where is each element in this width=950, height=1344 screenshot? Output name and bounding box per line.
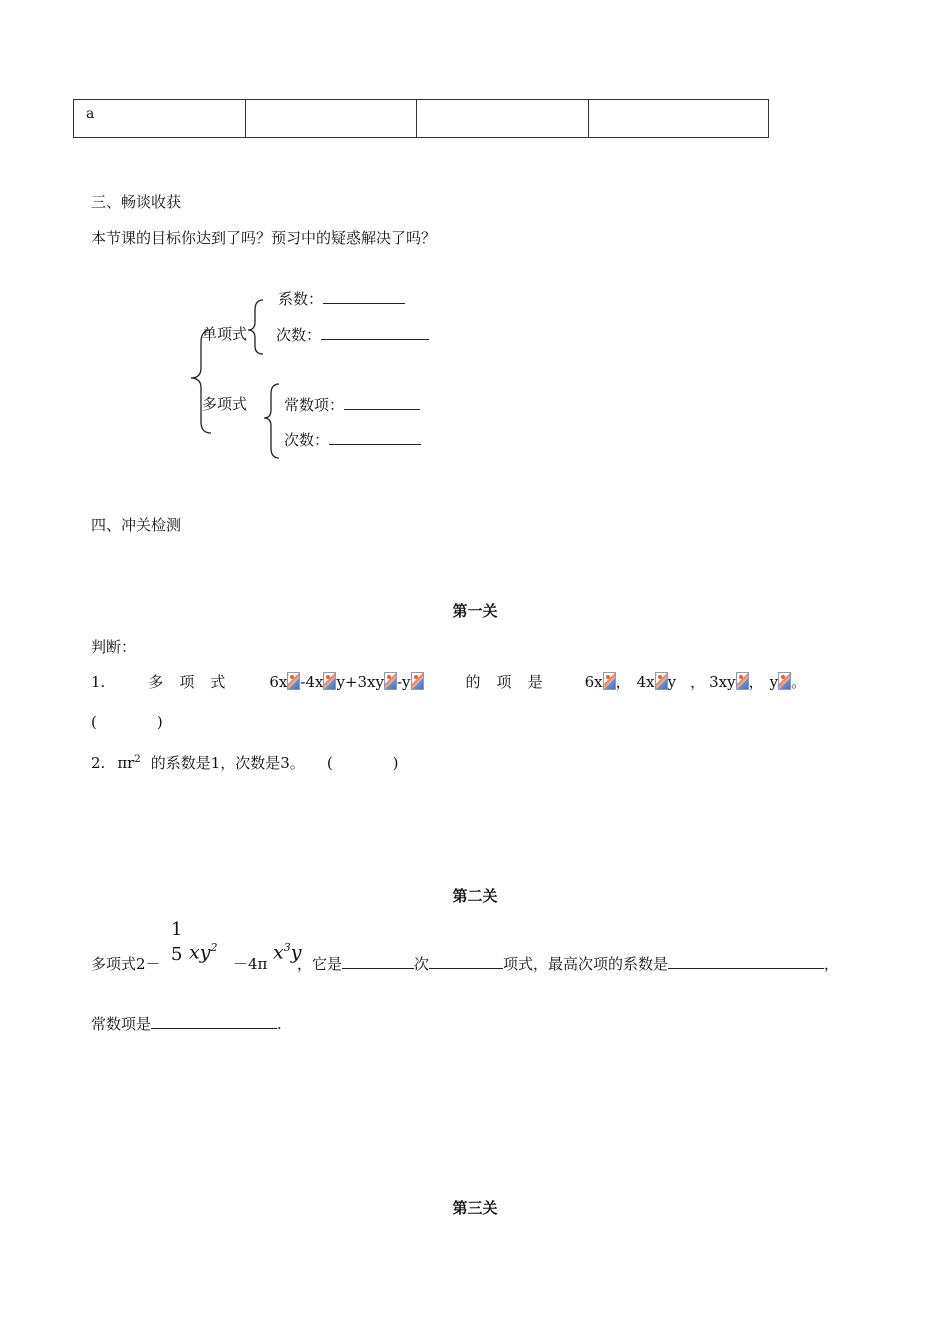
term-xy2 bbox=[189, 941, 217, 963]
const-label: 常数项： bbox=[284, 396, 345, 414]
word: 多 bbox=[148, 673, 164, 691]
math-exponent: 2 bbox=[134, 754, 141, 765]
question-prefix: 多项式2－ bbox=[91, 955, 161, 973]
text-segment: 项式，最高次项的系数是 bbox=[503, 955, 669, 973]
level3-title: 第三关 bbox=[452, 1199, 498, 1217]
table-cell bbox=[74, 100, 246, 138]
broken-image-icon bbox=[411, 672, 424, 690]
term: y bbox=[769, 673, 779, 691]
polynomial-term: -y bbox=[396, 673, 411, 691]
term: y bbox=[667, 673, 677, 691]
cell-text bbox=[417, 106, 429, 112]
table-cell bbox=[417, 100, 589, 138]
term: 3xy bbox=[709, 673, 736, 691]
table-cell bbox=[246, 100, 417, 138]
answer-table bbox=[73, 99, 769, 138]
monomial-degree-row bbox=[276, 325, 429, 345]
question-2-line bbox=[91, 750, 399, 773]
text-segment: ， bbox=[824, 955, 840, 973]
monomial-label: 单项式 bbox=[202, 325, 248, 343]
cell-text: a bbox=[86, 106, 95, 122]
question-number: 2. bbox=[91, 754, 106, 772]
term-count-blank[interactable] bbox=[429, 954, 503, 969]
question-1-answer-paren[interactable]: ( ) bbox=[91, 713, 163, 731]
term-exponent: 2 bbox=[210, 941, 218, 954]
word: 的 bbox=[465, 673, 481, 691]
word: 是 bbox=[527, 673, 543, 691]
polynomial-term: 6x bbox=[269, 673, 288, 691]
term-base: xy bbox=[189, 941, 211, 964]
cell-text bbox=[246, 106, 258, 112]
term-base: x bbox=[273, 941, 284, 964]
word: 项 bbox=[496, 673, 512, 691]
judge-label: 判断： bbox=[91, 638, 137, 656]
monomial-degree-blank[interactable] bbox=[321, 325, 429, 340]
outer-brace bbox=[191, 330, 211, 433]
section3-heading: 三、畅谈收获 bbox=[91, 193, 182, 211]
degree-label: 次数： bbox=[284, 431, 330, 449]
monomial-brace bbox=[248, 300, 263, 354]
math-expr: πr bbox=[117, 754, 135, 772]
text-segment: ，它是 bbox=[297, 955, 343, 973]
fraction-denominator: 5 bbox=[171, 944, 183, 965]
level2-fill-line bbox=[297, 953, 839, 974]
section3-question: 本节课的目标你达到了吗？预习中的疑惑解决了吗？ bbox=[91, 229, 437, 247]
highest-coef-blank[interactable] bbox=[668, 954, 824, 969]
broken-image-icon bbox=[323, 672, 336, 690]
broken-image-icon bbox=[603, 672, 616, 690]
broken-image-icon bbox=[778, 672, 791, 690]
broken-image-icon bbox=[736, 672, 749, 690]
period: . bbox=[277, 1015, 282, 1033]
separator: ， bbox=[748, 673, 764, 691]
degree-label: 次数： bbox=[276, 326, 322, 344]
broken-image-icon bbox=[384, 672, 397, 690]
const-row bbox=[284, 395, 420, 415]
text-segment: 次 bbox=[414, 955, 430, 973]
polynomial-brace bbox=[264, 384, 279, 458]
table-row bbox=[74, 100, 769, 138]
term-base: y bbox=[290, 941, 302, 964]
polynomial-term: y+3xy bbox=[336, 673, 384, 691]
word: 项 bbox=[179, 673, 195, 691]
separator: ， bbox=[690, 673, 706, 691]
level2-title: 第二关 bbox=[452, 887, 498, 905]
degree-blank[interactable] bbox=[342, 954, 414, 969]
separator: ， bbox=[615, 673, 631, 691]
coef-label: 系数： bbox=[278, 290, 324, 308]
question-2-text: 的系数是1，次数是3。 bbox=[150, 754, 305, 772]
level2-const-line bbox=[91, 1014, 282, 1034]
question-2-answer-paren[interactable]: ( ) bbox=[326, 754, 399, 772]
term-minus-4pi: －4π bbox=[233, 955, 268, 973]
broken-image-icon bbox=[655, 672, 668, 690]
section4-heading: 四、冲关检测 bbox=[91, 516, 182, 534]
concept-brace-diagram bbox=[185, 290, 295, 465]
term: 6x bbox=[584, 673, 603, 691]
separator: 。 bbox=[791, 673, 807, 691]
broken-image-icon bbox=[287, 672, 300, 690]
const-term-blank[interactable] bbox=[151, 1014, 277, 1029]
table-cell bbox=[589, 100, 769, 138]
level1-title: 第一关 bbox=[452, 602, 498, 620]
word: 式 bbox=[210, 673, 226, 691]
term: 4x bbox=[636, 673, 655, 691]
polynomial-degree-row bbox=[284, 430, 421, 450]
fraction-numerator: 1 bbox=[171, 919, 183, 940]
polynomial-term: -4x bbox=[300, 673, 324, 691]
coef-row bbox=[278, 289, 405, 309]
polynomial-label: 多项式 bbox=[202, 395, 248, 413]
question-number: 1. bbox=[91, 673, 106, 691]
polynomial-degree-blank[interactable] bbox=[329, 430, 421, 445]
const-blank[interactable] bbox=[344, 395, 420, 410]
term-exponent: 3 bbox=[283, 941, 291, 954]
question-1-line bbox=[91, 672, 806, 692]
coef-blank[interactable] bbox=[323, 289, 405, 304]
level2-question bbox=[91, 917, 871, 977]
const-prefix: 常数项是 bbox=[91, 1015, 152, 1033]
cell-text bbox=[589, 106, 601, 112]
